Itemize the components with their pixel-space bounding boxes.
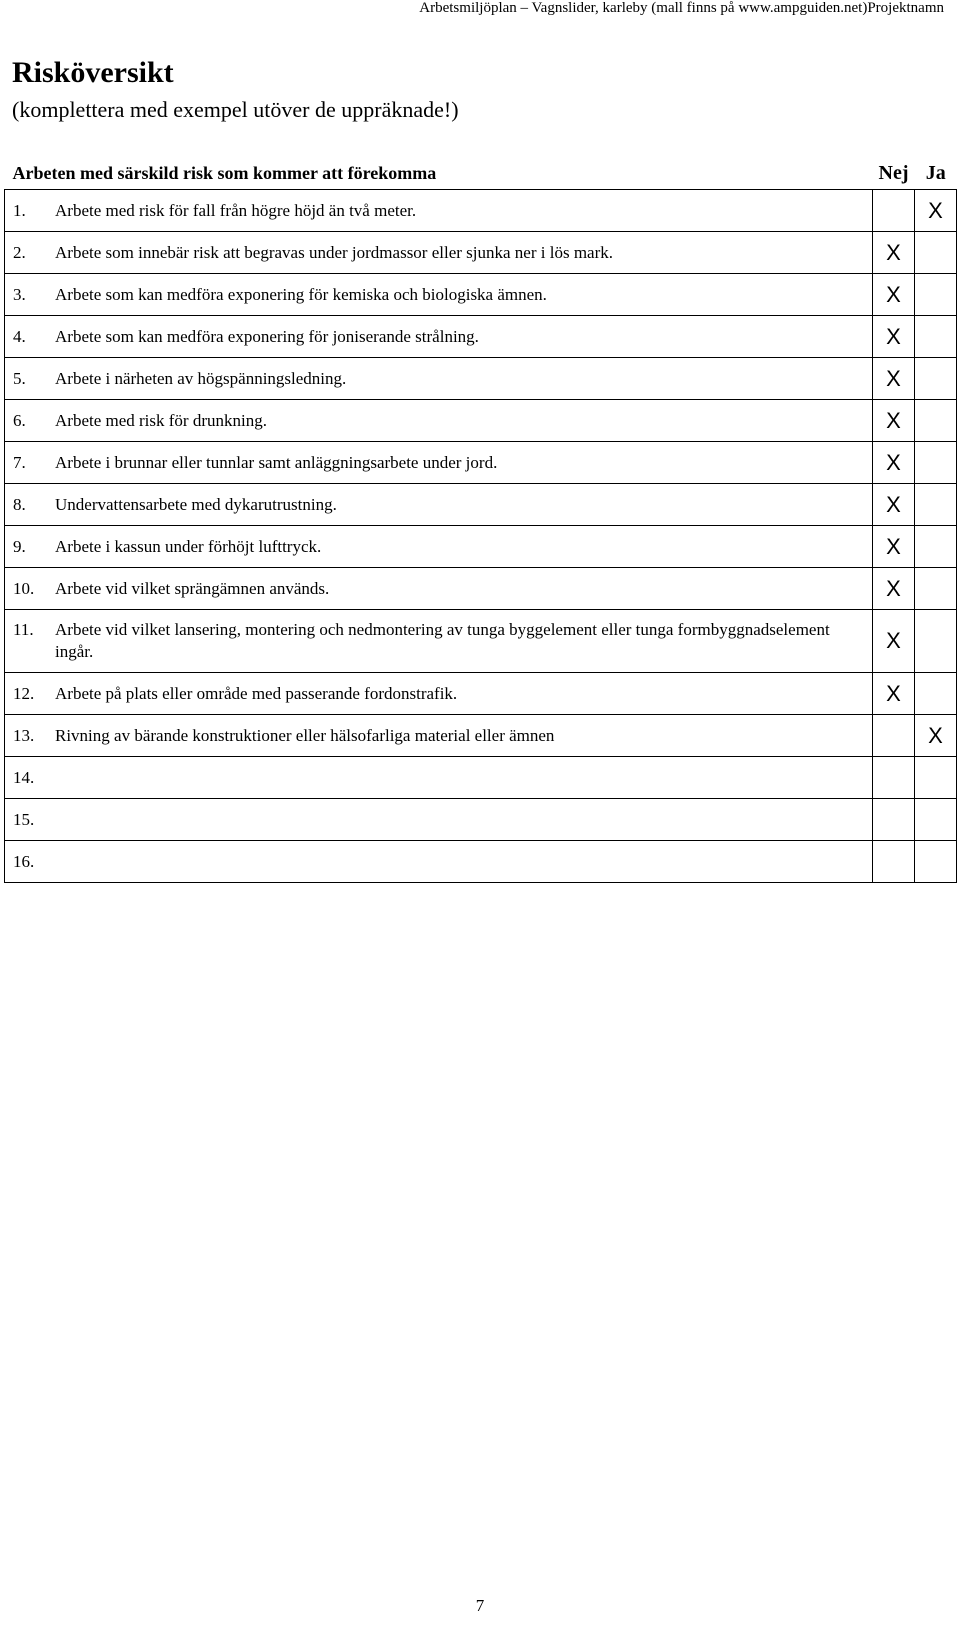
table-row [5,190,957,232]
risk-text: Arbete som kan medföra exponering för kemiska och biologiska ämnen. [55,284,547,304]
nej-cell: X [873,442,915,484]
ja-cell [915,358,957,400]
risk-description-cell [5,799,873,841]
table-heading: Arbeten med särskild risk som kommer att förekomma [5,157,873,190]
table-header-row [5,157,957,190]
risk-item [13,284,872,306]
table-row [5,232,957,274]
nej-cell [873,757,915,799]
risk-number: 15. [13,809,35,829]
risk-number: 1. [13,200,26,220]
risk-item [13,851,872,873]
risk-text: Rivning av bärande konstruktioner eller hälsofarliga material eller ämnen [55,725,555,745]
risk-item [13,578,872,600]
risk-text: Arbete på plats eller område med passerande fordonstrafik. [55,683,458,703]
risk-description-cell [5,568,873,610]
risk-item [13,767,872,789]
table-row [5,673,957,715]
risk-description-cell [5,526,873,568]
risk-text: Arbete som innebär risk att begravas under jordmassor eller sjunka ner i lös mark. [55,242,614,262]
risk-number: 14. [13,767,35,787]
risk-table [4,157,957,883]
risk-description-cell [5,232,873,274]
risk-item [13,725,872,747]
ja-cell [915,232,957,274]
risk-description-cell [5,673,873,715]
risk-item [13,410,872,432]
table-row [5,715,957,757]
nej-cell: X [873,274,915,316]
nej-cell: X [873,232,915,274]
risk-number: 6. [13,410,26,430]
risk-number: 5. [13,368,26,388]
risk-description-cell [5,610,873,673]
risk-description-cell [5,442,873,484]
risk-description-cell [5,400,873,442]
risk-text: Arbete vid vilket sprängämnen används. [55,578,330,598]
running-header: Arbetsmiljöplan – Vagnslider, karleby (mall finns på www.ampguiden.net)Projektnamn [419,0,944,16]
table-row [5,841,957,883]
table-row [5,400,957,442]
ja-cell [915,610,957,673]
risk-text: Arbete som kan medföra exponering för joniserande strålning. [55,326,479,346]
risk-table-body [5,190,957,883]
risk-number: 2. [13,242,26,262]
nej-cell: X [873,400,915,442]
risk-text: Arbete vid vilket lansering, montering och nedmontering av tunga byggelement eller tunga formbyggnadselement ingår. [55,620,830,661]
ja-cell [915,673,957,715]
risk-number: 10. [13,578,35,598]
nej-cell [873,841,915,883]
table-row [5,358,957,400]
risk-number: 8. [13,494,26,514]
ja-cell [915,799,957,841]
nej-cell: X [873,316,915,358]
risk-item [13,200,872,222]
ja-cell [915,757,957,799]
page-number: 7 [475,1596,485,1615]
risk-description-cell [5,757,873,799]
risk-number: 4. [13,326,26,346]
table-row [5,484,957,526]
nej-cell: X [873,568,915,610]
ja-cell: X [915,190,957,232]
table-row [5,316,957,358]
risk-item [13,326,872,348]
risk-number: 9. [13,536,26,556]
nej-cell: X [873,358,915,400]
risk-text: Undervattensarbete med dykarutrustning. [55,494,337,514]
table-row [5,799,957,841]
risk-item [13,683,872,705]
table-row [5,757,957,799]
table-row [5,526,957,568]
ja-cell [915,526,957,568]
risk-description-cell [5,358,873,400]
ja-cell [915,568,957,610]
risk-text: Arbete med risk för fall från högre höjd än två meter. [55,200,417,220]
nej-cell [873,190,915,232]
column-header-ja: Ja [915,157,957,190]
risk-number: 16. [13,851,35,871]
risk-item [13,619,872,663]
risk-description-cell [5,841,873,883]
risk-number: 7. [13,452,26,472]
risk-item [13,452,872,474]
nej-cell [873,715,915,757]
risk-item [13,494,872,516]
risk-number: 11. [13,620,34,639]
page-subtitle: (komplettera med exempel utöver de uppräknade!) [12,97,459,122]
ja-cell [915,442,957,484]
page-title: Risköversikt [12,56,174,89]
risk-text: Arbete med risk för drunkning. [55,410,267,430]
nej-cell: X [873,526,915,568]
table-row [5,610,957,673]
risk-text: Arbete i närheten av högspänningsledning. [55,368,347,388]
risk-text: Arbete i brunnar eller tunnlar samt anläggningsarbete under jord. [55,452,498,472]
ja-cell [915,841,957,883]
risk-text: Arbete i kassun under förhöjt lufttryck. [55,536,322,556]
risk-description-cell [5,274,873,316]
column-header-nej: Nej [873,157,915,190]
risk-description-cell [5,484,873,526]
nej-cell: X [873,610,915,673]
nej-cell: X [873,484,915,526]
ja-cell [915,316,957,358]
table-row [5,442,957,484]
risk-number: 3. [13,284,26,304]
ja-cell [915,484,957,526]
ja-cell: X [915,715,957,757]
risk-item [13,536,872,558]
ja-cell [915,274,957,316]
risk-description-cell [5,316,873,358]
risk-item [13,242,872,264]
nej-cell [873,799,915,841]
risk-number: 12. [13,683,35,703]
nej-cell: X [873,673,915,715]
risk-description-cell [5,715,873,757]
ja-cell [915,400,957,442]
risk-number: 13. [13,725,35,745]
table-row [5,568,957,610]
risk-item [13,809,872,831]
risk-item [13,368,872,390]
risk-description-cell [5,190,873,232]
table-row [5,274,957,316]
